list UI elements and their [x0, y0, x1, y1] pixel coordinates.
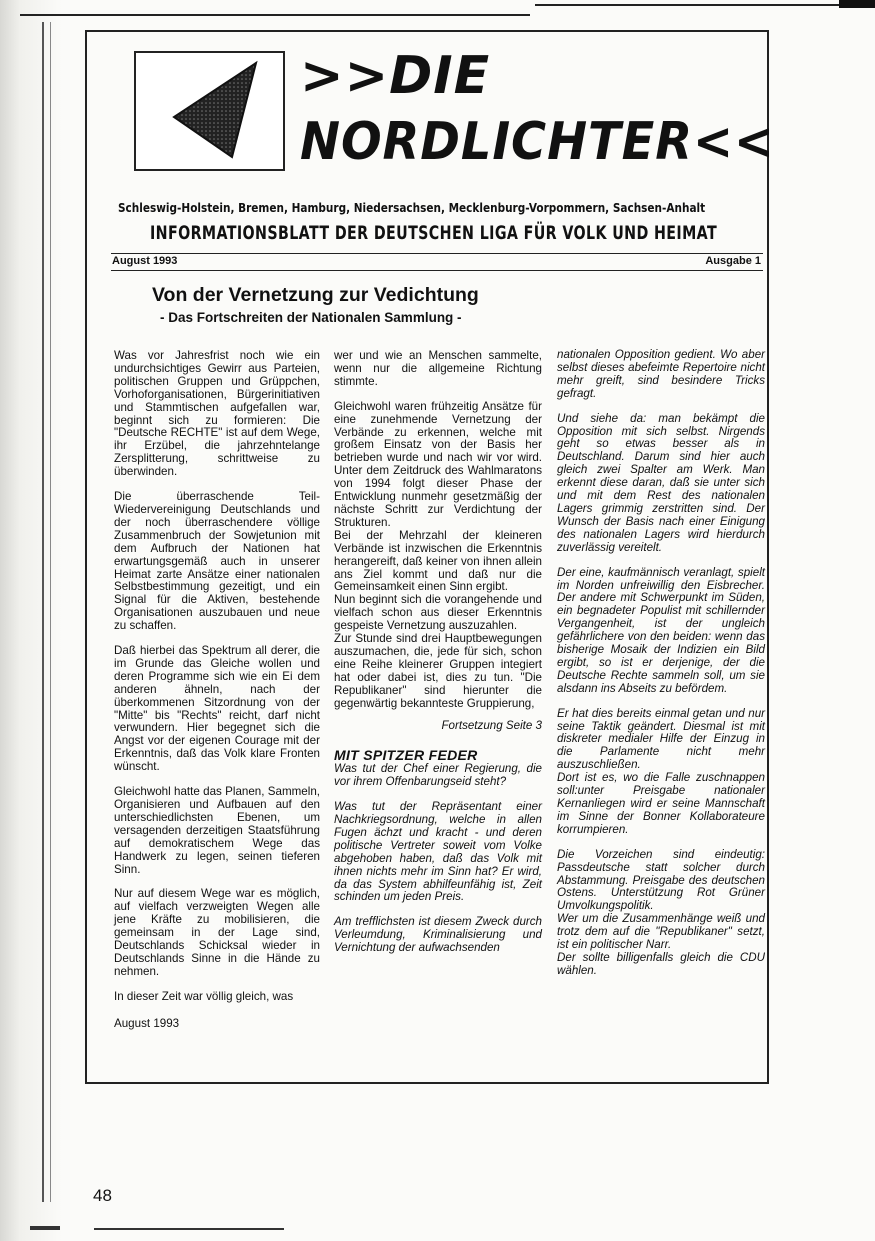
- top-rule: [20, 14, 530, 16]
- article-column-2: [334, 350, 542, 967]
- paragraph: In dieser Zeit war völlig gleich, was: [114, 989, 294, 1003]
- article-deck: - Das Fortschreiten der Nationalen Sammlung -: [160, 310, 462, 325]
- paragraph: Zur Stunde sind drei Hauptbewegungen auszumachen, die, jede für sich, schon eine Reihe kleinerer Gruppen integiert hat oder dabei ist, dies zu tun. "Die Republikaner" sind hierunter die gegenwärtig bekannteste Gruppierung,: [334, 632, 542, 710]
- paragraph: Nun beginnt sich die vorangehende und vielfach schon aus dieser Erkenntnis gespeiste Vernetzung auszuzahlen.: [334, 593, 542, 633]
- top-rule: [535, 4, 875, 6]
- continued-note: Fortsetzung Seite 3: [441, 719, 542, 733]
- scan-binding-shadow: [0, 0, 62, 1241]
- article-headline: Von der Vernetzung zur Vedichtung: [152, 284, 479, 306]
- paragraph: Am trefflichsten ist diesem Zweck durch Verleumdung, Kriminalisierung und Vernichtung der aufwachsenden: [334, 915, 542, 955]
- masthead-subtitle: INFORMATIONSBLATT DER DEUTSCHEN LIGA FÜR VOLK UND HEIMAT: [150, 222, 718, 244]
- paragraph: Was tut der Repräsentant einer Nachkriegsordnung, welche in allen Fugen ächzt und kracht - und deren politische Vertreter soweit vom Volke abgehoben haben, daß das Volk mit ihnen nichts mehr im Sinn hat? Er wird, da das System abhilfeunfähig ist, Zeit schinden um jeden Preis.: [334, 800, 542, 904]
- binding-line: [50, 22, 51, 1202]
- paragraph: Bei der Mehrzahl der kleineren Verbände ist inzwischen die Erkenntnis herangereift, daß keiner von ihnen allein ans Ziel kommt und daß nur die Gemeinsamkeit einen Sinn ergibt.: [334, 528, 542, 594]
- dateline-bar: [111, 253, 763, 271]
- paragraph: Gleichwohl waren frühzeitig Ansätze für eine zunehmende Vernetzung der Verbände zu erkennen, welche mit großem Einsatz von der Basis her betrieben wurde und nach wir vor wird. Unter dem Zeitdruck des Wahlmaratons von 1994 folgt dieser Phase der Entwicklung nunmehr gesetzmäßig der nächste Schritt zur Verdichtung der Strukturen.: [334, 399, 542, 529]
- column-heading: MIT SPITZER FEDER: [334, 747, 478, 764]
- page-number: 48: [93, 1186, 112, 1205]
- paragraph: Was vor Jahresfrist noch wie ein undurchsichtiges Gewirr aus Parteien, politischen Gruppen und Grüppchen, Vorhoforganisationen, Bürgerinitiativen und Stammtischen aufgefallen war, beginnt sich zu formieren: Die "Deutsche RECHTE" ist auf dem Wege, ihr Erzübel, die jahrzehntelange Zersplitterung, schrittweise zu überwinden.: [114, 349, 320, 479]
- masthead-logo: [134, 51, 285, 171]
- paragraph: Der sollte billigenfalls gleich die CDU wählen.: [557, 950, 765, 977]
- paragraph: wer und wie an Menschen sammelte, wenn nur die allgemeine Richtung stimmte.: [334, 349, 542, 388]
- article-column-3: [557, 349, 765, 990]
- paragraph: Nur auf diesem Wege war es möglich, auf vielfach verzweigten Wegen alle jene Kräfte zu mobilisieren, die gemeinsam in der Lage sind, Deutschlands Schicksal wieder in Deutschlands Sinne in die Hände zu nehmen.: [114, 887, 320, 978]
- paragraph: Gleichwohl hatte das Planen, Sammeln, Organisieren und Aufbauen auf den unterschiedlichsten Ebenen, um versagenden derzeitigen Staatsführung auf demokratischem Wege das Handwerk zu legen, seinen tieferen Sinn.: [114, 785, 320, 876]
- issue-number: Ausgabe 1: [705, 255, 761, 267]
- paragraph: Der eine, kaufmännisch veranlagt, spielt im Norden unfreiwillig den Eisbrecher. Der andere mit Schwerpunkt im Süden, ein begnadeter Populist mit schillernder Vergangenheit, ist der ungleich gefährlichere von den beiden: wenn das bisherige Mosaik der Indizien ein Bild ergibt, so ist er derjenige, der die Deutsche Rechte sammeln soll, um sie alsdann ins Abseits zu befördem.: [557, 565, 765, 695]
- masthead-title-line1: >>DIE: [300, 46, 491, 106]
- paragraph: Was tut der Chef einer Regierung, die vor ihrem Offenbarungseid steht?: [334, 762, 542, 789]
- binding-line: [42, 22, 44, 1202]
- article-date: August 1993: [114, 1016, 180, 1030]
- paragraph: nationalen Opposition gedient. Wo aber selbst dieses abefeimte Repertoire nicht mehr greift, sind besindere Tricks gefragt.: [557, 348, 765, 400]
- issue-date: August 1993: [112, 255, 178, 267]
- corner-mark: [839, 0, 875, 8]
- bottom-rule: [30, 1226, 60, 1230]
- masthead-title-line2: NORDLICHTER<<: [300, 112, 775, 172]
- bottom-rule: [94, 1228, 284, 1230]
- paragraph: Wer um die Zusammenhänge weiß und trotz dem auf die "Republikaner" setzt, ist ein politischer Narr.: [557, 912, 765, 952]
- paragraph: Dort ist es, wo die Falle zuschnappen soll:unter Preisgabe nationaler Kernanliegen wird er seine Mannschaft im Sinne der Bonner Kollaborateure korrumpieren.: [557, 771, 765, 836]
- paragraph: Und siehe da: man bekämpt die Opposition mit sich selbst. Nirgends geht so etwas besser als in Deutschland. Darum sind hier auch gleich zwei Spalter am Werk. Man erkennt diese daran, daß sie unter sich und mit dem Rest des nationalen Lagers grimmig zerstritten sind. Der Wunsch der Basis nach einer Einigung des nationalen Lagers wird hierdurch zuverlässig vereitelt.: [557, 411, 765, 554]
- paragraph: Die überraschende Teil-Wiedervereinigung Deutschlands und der noch überraschendere völlige Zusammenbruch der Sowjetunion mit dem Aufbruch der Nationen hat erwartungsgemäß auch in unserer Heimat zarte Ansätze einer nationalen Selbstbestimmung gezeitigt, und ein Signal für die Aktiven, bestehende Organisationen auszubauen und neue zu schaffen.: [114, 490, 320, 633]
- triangle-logo-icon: [136, 53, 283, 169]
- masthead-regions: Schleswig-Holstein, Bremen, Hamburg, Niedersachsen, Mecklenburg-Vorpommern, Sachsen-Anhalt: [118, 200, 706, 215]
- paragraph: Daß hierbei das Spektrum all derer, die im Grunde das Gleiche wollen und deren Programme sich wie ein Ei dem anderen ähneln, nach der überkommenen Sitzordnung von der "Mitte" bis "Rechts" reicht, darf nicht verwundern. Hier begegnet sich die Angst vor der eigenen Courage mit der Erkenntnis, daß das Volk klare Fronten wünscht.: [114, 644, 320, 774]
- paragraph: Er hat dies bereits einmal getan und nur seine Taktik geändert. Diesmal ist mit diskreter medialer Hilfe der Einzug in die Parlamente nicht mehr auszuschließen.: [557, 706, 765, 772]
- paragraph: Die Vorzeichen sind eindeutig: Passdeutsche statt solcher durch Abstammung. Preisgabe des deutschen Ostens. Unterstützung Rot Grüner Umvolkungspolitik.: [557, 847, 765, 913]
- article-column-1: [114, 350, 320, 1043]
